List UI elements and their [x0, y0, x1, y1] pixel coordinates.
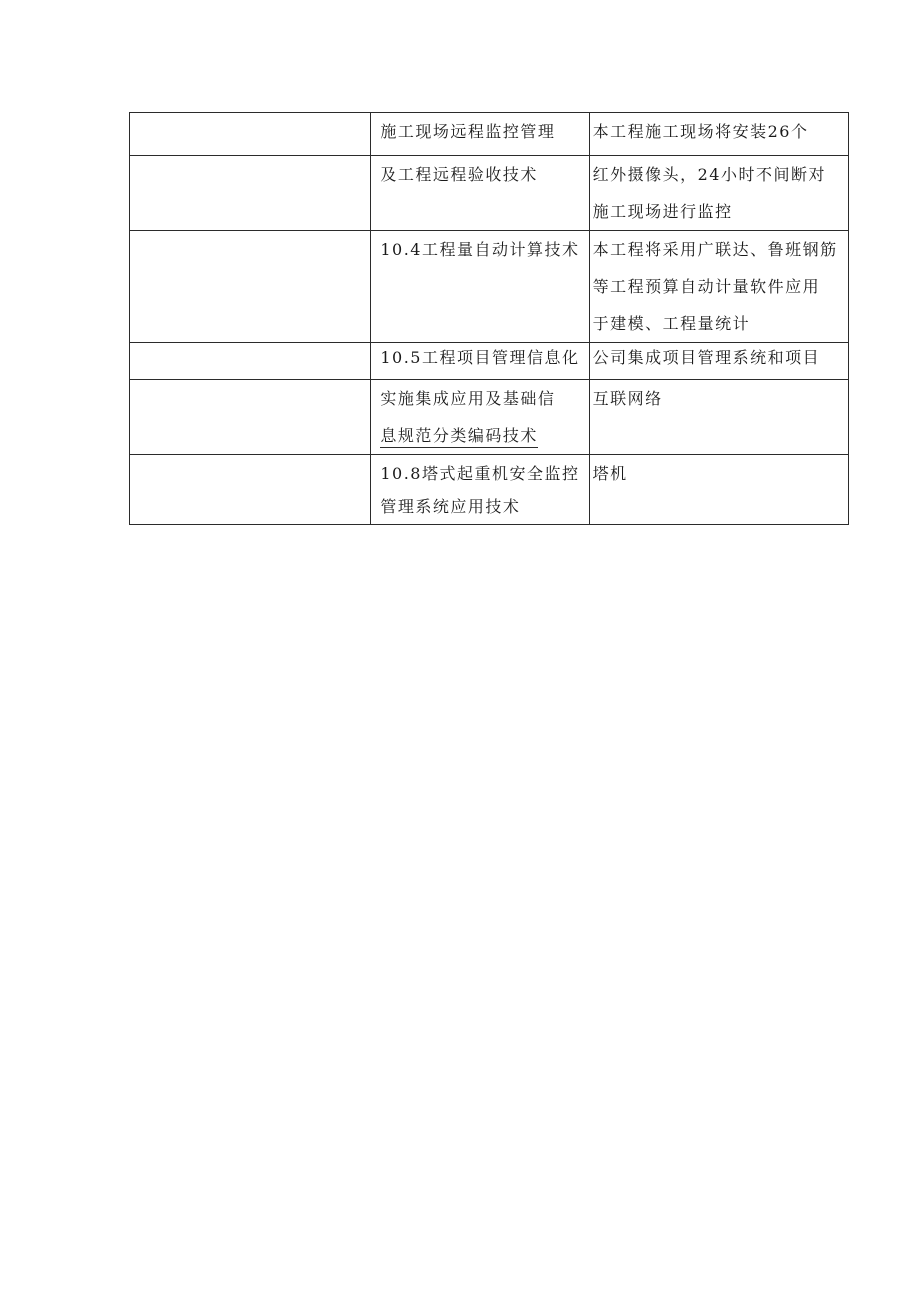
- technology-cell: [371, 113, 589, 156]
- technology-line: 10.5工程项目管理信息化: [380, 348, 580, 367]
- description-cell: [589, 455, 848, 525]
- blank-cell: [130, 343, 371, 380]
- technology-cell: [371, 380, 589, 455]
- technology-table: [129, 112, 849, 525]
- table-row: [130, 156, 849, 231]
- description-line: 公司集成项目管理系统和项目: [592, 348, 821, 367]
- blank-cell: [130, 231, 371, 343]
- blank-cell: [130, 113, 371, 156]
- technology-cell: [371, 231, 589, 343]
- description-line: 本工程施工现场将安装26个: [592, 122, 809, 141]
- blank-cell: [130, 156, 371, 231]
- technology-line: 实施集成应用及基础信: [380, 389, 556, 408]
- description-line: 施工现场进行监控: [592, 202, 733, 221]
- technology-line: 10.8塔式起重机安全监控: [380, 464, 580, 483]
- description-line: 塔机: [592, 464, 628, 483]
- description-line: 等工程预算自动计量软件应用: [592, 277, 821, 296]
- description-cell: [589, 343, 848, 380]
- table-row: [130, 380, 849, 455]
- table-row: [130, 113, 849, 156]
- technology-line: 10.4工程量自动计算技术: [380, 240, 580, 259]
- blank-cell: [130, 455, 371, 525]
- table-row: [130, 231, 849, 343]
- technology-cell: [371, 343, 589, 380]
- underlined-text: 息规范分类编码技术: [380, 426, 538, 448]
- technology-cell: [371, 455, 589, 525]
- blank-cell: [130, 380, 371, 455]
- description-line: 红外摄像头，24小时不间断对: [592, 165, 826, 184]
- table-row: [130, 455, 849, 525]
- description-cell: [589, 380, 848, 455]
- description-cell: [589, 113, 848, 156]
- description-line: 于建模、工程量统计: [592, 314, 751, 333]
- description-cell: [589, 156, 848, 231]
- technology-line: 管理系统应用技术: [380, 497, 521, 516]
- description-cell: [589, 231, 848, 343]
- description-line: 互联网络: [592, 389, 663, 408]
- technology-line: 及工程远程验收技术: [380, 165, 538, 184]
- table-row: [130, 343, 849, 380]
- technology-line: [380, 417, 588, 454]
- technology-cell: [371, 156, 589, 231]
- technology-line: 施工现场远程监控管理: [380, 122, 556, 141]
- description-line: 本工程将采用广联达、鲁班钢筋: [592, 240, 838, 259]
